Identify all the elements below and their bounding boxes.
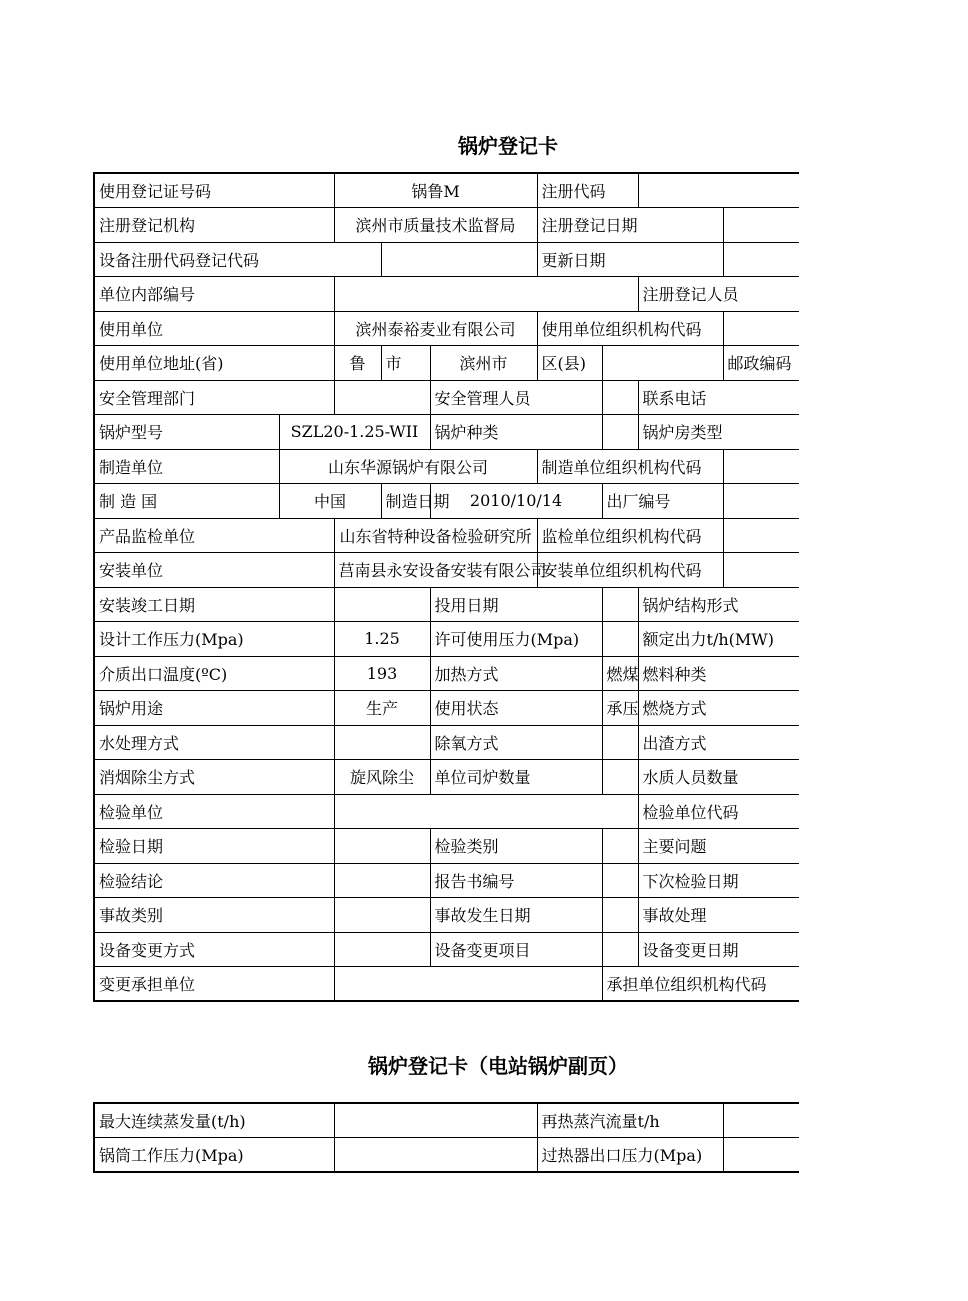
form-cell: 介质出口温度(ºC) xyxy=(94,656,334,691)
table-row xyxy=(94,346,799,381)
form-cell: 旋风除尘 xyxy=(334,760,430,795)
form-cell: 锅筒工作压力(Mpa) xyxy=(94,1138,334,1173)
form-cell: 安装单位 xyxy=(94,553,334,588)
empty-field-cell[interactable] xyxy=(723,518,799,553)
form-cell: 单位司炉数量 xyxy=(430,760,602,795)
form-cell: 区(县) xyxy=(537,346,602,381)
empty-field-cell[interactable] xyxy=(334,725,430,760)
empty-field-cell[interactable] xyxy=(334,1138,537,1173)
form-cell: 使用单位 xyxy=(94,311,334,346)
form-cell: 鲁 xyxy=(334,346,381,381)
form-cell: 锅炉型号 xyxy=(94,415,279,450)
empty-field-cell[interactable] xyxy=(334,587,430,622)
form-cell: 滨州市质量技术监督局 xyxy=(334,208,537,243)
form-cell: 安全管理人员 xyxy=(430,380,602,415)
empty-field-cell[interactable] xyxy=(334,380,430,415)
table-row xyxy=(94,587,799,622)
table-row xyxy=(94,518,799,553)
empty-field-cell[interactable] xyxy=(723,208,799,243)
form-cell: 报告书编号 xyxy=(430,863,602,898)
table-row xyxy=(94,898,799,933)
empty-field-cell[interactable] xyxy=(602,725,638,760)
empty-field-cell[interactable] xyxy=(334,829,430,864)
form-cell: 承担单位组织机构代码 xyxy=(602,967,799,1002)
table-row xyxy=(94,622,799,657)
form-cell: 莒南县永安设备安装有限公司 xyxy=(334,553,537,588)
form-cell: 1.25 xyxy=(334,622,430,657)
table-row xyxy=(94,449,799,484)
table-row xyxy=(94,725,799,760)
form-cell: 水质人员数量 xyxy=(638,760,799,795)
form-cell: 生产 xyxy=(334,691,430,726)
form-cell: 使用单位地址(省) xyxy=(94,346,334,381)
table-row xyxy=(94,208,799,243)
table-row xyxy=(94,311,799,346)
table-row xyxy=(94,656,799,691)
form-cell: 许可使用压力(Mpa) xyxy=(430,622,602,657)
form-cell: 注册登记人员 xyxy=(638,277,799,312)
form-cell: 市 xyxy=(381,346,430,381)
empty-field-cell[interactable] xyxy=(334,898,430,933)
table-row xyxy=(94,691,799,726)
empty-field-cell[interactable] xyxy=(602,346,723,381)
form-cell: 监检单位组织机构代码 xyxy=(537,518,723,553)
form-cell: 产品监检单位 xyxy=(94,518,334,553)
empty-field-cell[interactable] xyxy=(602,898,638,933)
table-row xyxy=(94,1138,799,1173)
form-cell: 出厂编号 xyxy=(602,484,723,519)
empty-field-cell[interactable] xyxy=(723,449,799,484)
form-cell: 除氧方式 xyxy=(430,725,602,760)
table-row xyxy=(94,863,799,898)
registration-table xyxy=(93,172,799,1002)
form-cell: 安全管理部门 xyxy=(94,380,334,415)
empty-field-cell[interactable] xyxy=(723,242,799,277)
form-cell: 2010/10/14 xyxy=(430,484,602,519)
form-cell: 下次检验日期 xyxy=(638,863,799,898)
table-row xyxy=(94,380,799,415)
table-row xyxy=(94,484,799,519)
empty-field-cell[interactable] xyxy=(381,242,537,277)
empty-field-cell[interactable] xyxy=(723,1138,799,1173)
form-cell: 最大连续蒸发量(t/h) xyxy=(94,1103,334,1138)
form-cell: 检验单位 xyxy=(94,794,334,829)
page-title: 锅炉登记卡 xyxy=(458,134,558,158)
empty-field-cell[interactable] xyxy=(602,829,638,864)
empty-field-cell[interactable] xyxy=(602,380,638,415)
form-cell: 制造单位 xyxy=(94,449,279,484)
subpage-title: 锅炉登记卡（电站锅炉副页） xyxy=(368,1054,628,1078)
empty-field-cell[interactable] xyxy=(602,622,638,657)
form-cell: SZL20-1.25-WII xyxy=(279,415,430,450)
form-cell: 锅炉结构形式 xyxy=(638,587,799,622)
form-cell: 注册登记日期 xyxy=(537,208,723,243)
table-row xyxy=(94,967,799,1002)
form-cell: 设备注册代码登记代码 xyxy=(94,242,381,277)
form-cell: 检验单位代码 xyxy=(638,794,799,829)
form-cell: 设备变更项目 xyxy=(430,932,602,967)
table-row xyxy=(94,242,799,277)
empty-field-cell[interactable] xyxy=(602,932,638,967)
table-row xyxy=(94,829,799,864)
table-row xyxy=(94,794,799,829)
empty-field-cell[interactable] xyxy=(334,794,638,829)
form-cell: 燃煤 xyxy=(602,656,638,691)
form-cell: 承压 xyxy=(602,691,638,726)
form-cell: 滨州泰裕麦业有限公司 xyxy=(334,311,537,346)
form-cell: 锅炉用途 xyxy=(94,691,334,726)
empty-field-cell[interactable] xyxy=(334,932,430,967)
table-row xyxy=(94,415,799,450)
form-cell: 设计工作压力(Mpa) xyxy=(94,622,334,657)
form-cell: 制造单位组织机构代码 xyxy=(537,449,723,484)
table-row xyxy=(94,760,799,795)
form-cell: 注册代码 xyxy=(537,173,638,208)
form-cell: 检验日期 xyxy=(94,829,334,864)
form-cell: 变更承担单位 xyxy=(94,967,334,1002)
form-cell: 使用登记证号码 xyxy=(94,173,334,208)
form-cell: 检验类别 xyxy=(430,829,602,864)
form-cell: 注册登记机构 xyxy=(94,208,334,243)
form-cell: 锅鲁M xyxy=(334,173,537,208)
form-cell: 邮政编码 xyxy=(723,346,799,381)
empty-field-cell[interactable] xyxy=(602,863,638,898)
form-cell: 出渣方式 xyxy=(638,725,799,760)
form-cell: 山东华源锅炉有限公司 xyxy=(279,449,537,484)
form-cell: 安装单位组织机构代码 xyxy=(537,553,723,588)
form-cell: 再热蒸汽流量t/h xyxy=(537,1103,723,1138)
form-cell: 过热器出口压力(Mpa) xyxy=(537,1138,723,1173)
form-cell: 主要问题 xyxy=(638,829,799,864)
empty-field-cell[interactable] xyxy=(334,967,602,1002)
form-cell: 消烟除尘方式 xyxy=(94,760,334,795)
form-cell: 事故处理 xyxy=(638,898,799,933)
table-row xyxy=(94,1103,799,1138)
form-cell: 使用状态 xyxy=(430,691,602,726)
form-cell: 单位内部编号 xyxy=(94,277,334,312)
form-cell: 锅炉种类 xyxy=(430,415,602,450)
form-cell: 投用日期 xyxy=(430,587,602,622)
form-cell: 燃料种类 xyxy=(638,656,799,691)
empty-field-cell[interactable] xyxy=(602,415,638,450)
empty-field-cell[interactable] xyxy=(723,1103,799,1138)
empty-field-cell[interactable] xyxy=(334,1103,537,1138)
form-cell: 设备变更方式 xyxy=(94,932,334,967)
table-row xyxy=(94,173,799,208)
form-cell: 加热方式 xyxy=(430,656,602,691)
form-cell: 锅炉房类型 xyxy=(638,415,799,450)
empty-field-cell[interactable] xyxy=(723,311,799,346)
empty-field-cell[interactable] xyxy=(334,863,430,898)
form-cell: 山东省特种设备检验研究所 xyxy=(334,518,537,553)
form-cell: 中国 xyxy=(279,484,381,519)
form-cell: 193 xyxy=(334,656,430,691)
empty-field-cell[interactable] xyxy=(602,587,638,622)
form-cell: 额定出力t/h(MW) xyxy=(638,622,799,657)
form-cell: 燃烧方式 xyxy=(638,691,799,726)
table-row xyxy=(94,932,799,967)
power-station-table xyxy=(93,1102,799,1173)
empty-field-cell[interactable] xyxy=(723,484,799,519)
form-cell: 事故发生日期 xyxy=(430,898,602,933)
form-cell: 滨州市 xyxy=(430,346,537,381)
form-cell: 制 造 国 xyxy=(94,484,279,519)
form-cell: 检验结论 xyxy=(94,863,334,898)
empty-field-cell[interactable] xyxy=(723,553,799,588)
form-cell: 制造日期 xyxy=(381,484,430,519)
empty-field-cell[interactable] xyxy=(602,760,638,795)
form-cell: 使用单位组织机构代码 xyxy=(537,311,723,346)
table-row xyxy=(94,277,799,312)
form-cell: 事故类别 xyxy=(94,898,334,933)
empty-field-cell[interactable] xyxy=(638,173,799,208)
empty-field-cell[interactable] xyxy=(334,277,638,312)
form-cell: 水处理方式 xyxy=(94,725,334,760)
form-cell: 更新日期 xyxy=(537,242,723,277)
table-row xyxy=(94,553,799,588)
form-cell: 安装竣工日期 xyxy=(94,587,334,622)
form-cell: 设备变更日期 xyxy=(638,932,799,967)
form-cell: 联系电话 xyxy=(638,380,799,415)
